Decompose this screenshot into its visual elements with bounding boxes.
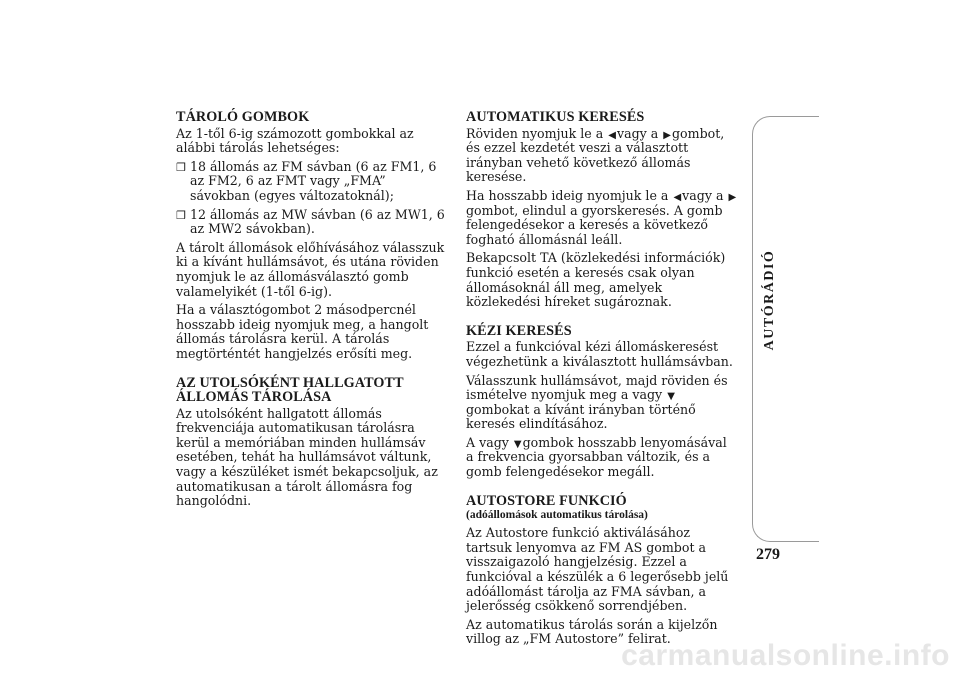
text-run: Röviden nyomjuk le a	[466, 125, 604, 141]
checkbox-bullet-icon: ❒	[176, 208, 186, 222]
paragraph: Az 1-től 6-ig számozott gombokkal az alábbi tárolás lehetséges:	[176, 125, 414, 156]
bullet-item	[176, 208, 448, 237]
section-title-auto-search: AUTOMATIKUS KERESÉS	[466, 109, 645, 125]
paragraph: Bekapcsolt TA (közlekedési információk) funkció esetén a keresés csak olyan állomásoknál áll meg, amelyek közlekedési híreket sugároznak.	[466, 250, 726, 310]
paragraph: A tárolt állomások előhívásához válasszuk ki a kívánt hullámsávot, és utána röviden nyomjuk le az állomásválasztó gomb valamelyikét (1-től 6-ig).	[176, 239, 445, 299]
paragraph: Az automatikus tárolás során a kijelzőn villog az „FM Autostore” felirat.	[466, 616, 718, 647]
bullet-text: 18 állomás az FM sávban (6 az FM1, 6 az FM2, 6 az FMT vagy „FMA” sávokban (egyes változatoknál);	[190, 158, 437, 203]
paragraph: Az utolsóként hallgatott állomás frekvenciája automatikusan tárolásra kerül a memóriában minden hullámsáv esetében, tehát ha hullámsávot váltunk, vagy a készüléket ismét bekapcsoljuk, az automatikusan a tárolt állomásra fog hangolódni.	[176, 405, 438, 509]
right-arrow-icon: ▶	[663, 129, 671, 141]
bullet-item	[176, 160, 448, 204]
left-arrow-icon: ◀	[608, 129, 616, 141]
chapter-label-text: AUTÓRÁDIÓ	[762, 249, 777, 351]
text-run: gombot, és ezzel kezdetét veszi a választott irányban vehető következő állomás keresése.	[466, 125, 725, 185]
text-run: gombok hosszabb lenyomásával a frekvencia gyorsabban változik, és a gomb felengedésekor megáll.	[466, 434, 727, 480]
text-run: Válasszunk hullámsávot, majd röviden és ismételve nyomjuk meg a vagy	[466, 372, 728, 403]
right-column	[466, 110, 738, 651]
down-arrow-icon: ▼	[667, 391, 675, 403]
text-run: vagy a	[682, 187, 724, 203]
down-arrow-icon: ▼	[513, 438, 522, 450]
watermark: carmanualsonline.info	[621, 639, 950, 672]
section-title-last-station: AZ UTOLSÓKÉNT HALLGATOTT ÁLLOMÁS TÁROLÁSA	[176, 374, 404, 406]
checkbox-bullet-icon: ❒	[176, 160, 186, 174]
right-arrow-icon: ▶	[728, 191, 737, 203]
section-title-storage-buttons: TÁROLÓ GOMBOK	[176, 109, 310, 125]
paragraph	[466, 374, 738, 432]
text-run: A vagy	[466, 434, 509, 450]
paragraph	[466, 436, 738, 480]
paragraph	[466, 127, 738, 185]
text-run: vagy a	[616, 125, 659, 141]
paragraph: Ezzel a funkcióval kézi állomáskeresést végezhetünk a kiválasztott hullámsávban.	[466, 339, 733, 369]
text-run: Ha hosszabb ideig nyomjuk le a	[466, 187, 669, 203]
left-arrow-icon: ◀	[673, 191, 682, 203]
bullet-text: 12 állomás az MW sávban (6 az MW1, 6 az MW2 sávokban).	[190, 206, 445, 237]
section-subtitle: (adóállomások automatikus tárolása)	[466, 509, 648, 522]
left-column	[176, 110, 448, 513]
paragraph: Ha a választógombot 2 másodpercnél hosszabb ideig nyomjuk meg, a hangolt állomás tárolásra kerül. A tárolás megtörténtét hangjelzés erősíti meg.	[176, 302, 429, 361]
section-title-manual-search: KÉZI KERESÉS	[466, 322, 572, 339]
paragraph	[466, 189, 738, 247]
paragraph: Az Autostore funkció aktiválásához tartsuk lenyomva az FM AS gombot a visszaigazoló hangjelzésig. Ezzel a funkcióval a készülék a 6 legerősebb jelű adóállomást tárolja az FMA sávban, a jelerősség csökkenő sorrendjében.	[466, 525, 729, 614]
text-run: gombot, elindul a gyorskeresés. A gomb felengedésekor a keresés a következő fogható állomásnál leáll.	[466, 202, 723, 247]
section-title-autostore: AUTOSTORE FUNKCIÓ	[466, 492, 627, 509]
text-run: gombokat a kívánt irányban történő keresés elindításához.	[466, 401, 696, 432]
page-number: 279	[756, 546, 780, 563]
